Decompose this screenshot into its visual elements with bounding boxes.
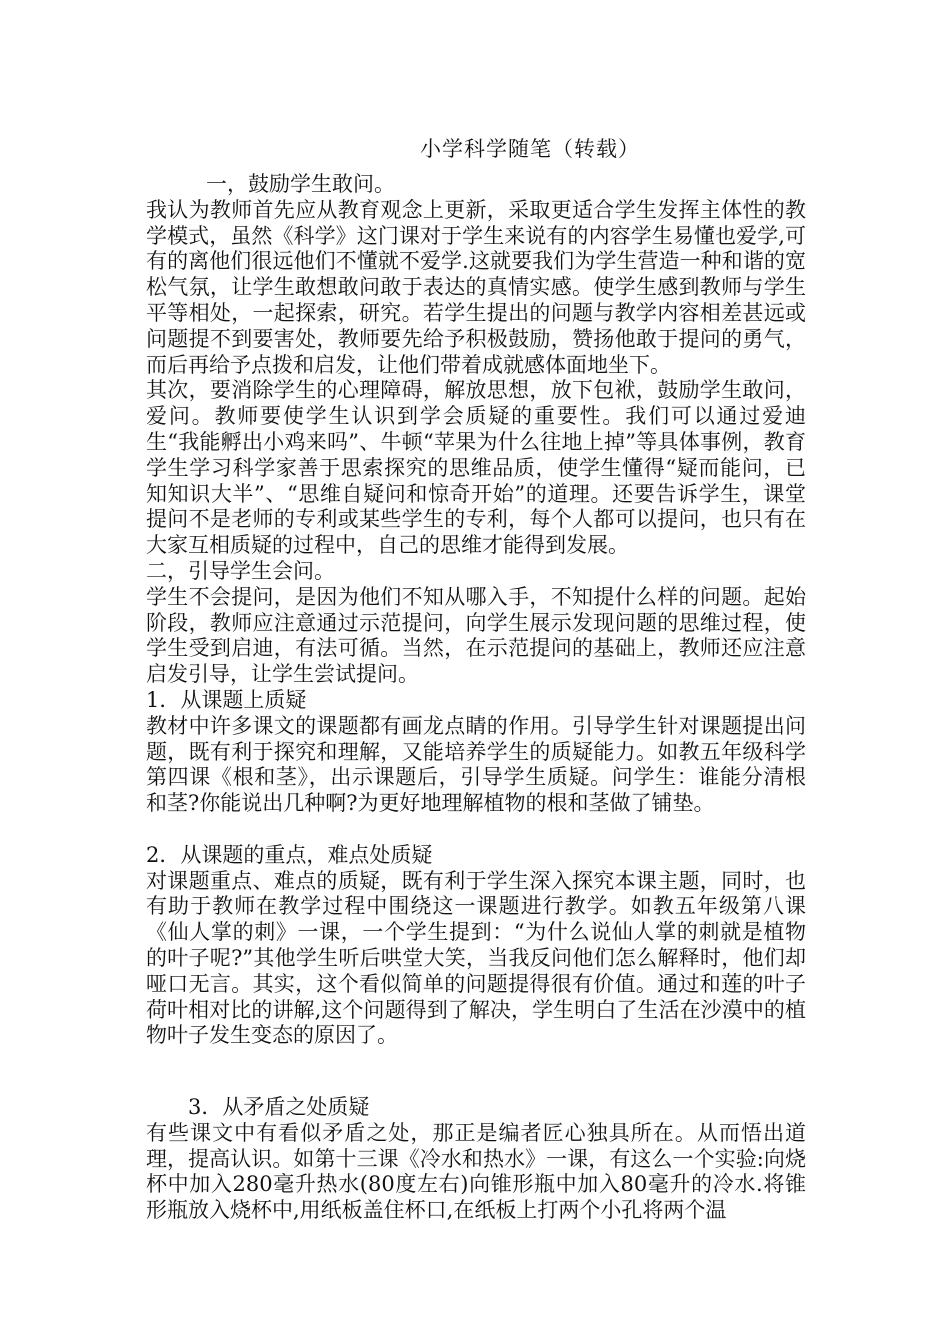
paragraph-1: 我认为教师首先应从教育观念上更新，采取更适合学生发挥主体性的教学模式，虽然《科学》这门课对于学生来说有的内容学生易懂也爱学,可有的离他们很远他们不懂就不爱学.这就要我们为学生营造一种和谐的宽松气氛，让学生敢想敢问敢于表达的真情实感。使学生感到教师与学生平等相处，一起探索，研究。若学生提出的问题与教学内容相差甚远或问题提不到要害处，教师要先给予积极鼓励，赞扬他敢于提问的勇气，而后再给予点拨和启发，让他们带着成就感体面地坐下。 <box>146 197 806 377</box>
document-body <box>146 172 806 1224</box>
blank-line <box>146 817 806 843</box>
blank-line <box>146 1049 806 1095</box>
subheading-2: 2．从课题的重点，难点处质疑 <box>146 842 433 867</box>
paragraph-3: 学生不会提问，是因为他们不知从哪入手，不知提什么样的问题。起始阶段，教师应注意通过示范提问，向学生展示发现问题的思维过程，使学生受到启迪，有法可循。当然，在示范提问的基础上，教师还应注意启发引导，让学生尝试提问。 <box>146 584 806 687</box>
paragraph-6: 有些课文中有看似矛盾之处，那正是编者匠心独具所在。从而悟出道理，提高认识。如第十三课《冷水和热水》一课，有这么一个实验:向烧杯中加入280毫升热水(80度左右)向锥形瓶中加入80毫升的冷水.将锥形瓶放入烧杯中,用纸板盖住杯口,在纸板上打两个小孔将两个温 <box>146 1120 806 1223</box>
paragraph-5: 对课题重点、难点的质疑，既有利于学生深入探究本课主题，同时，也有助于教师在教学过程中围绕这一课题进行教学。如教五年级第八课《仙人掌的刺》一课，一个学生提到：“为什么说仙人掌的刺就是植物的叶子呢?”其他学生听后哄堂大笑，当我反问他们怎么解释时，他们却哑口无言。其实，这个看似简单的问题提得很有价值。通过和莲的叶子荷叶相对比的讲解,这个问题得到了解决，学生明白了生活在沙漠中的植物叶子发生变态的原因了。 <box>146 868 806 1048</box>
section-heading-1: 一，鼓励学生敢问。 <box>206 172 395 196</box>
paragraph-2: 其次，要消除学生的心理障碍，解放思想，放下包袱，鼓励学生敢问，爱问。教师要使学生认识到学会质疑的重要性。我们可以通过爱迪生“我能孵出小鸡来吗”、牛顿“苹果为什么往地上掉”等具体事例，教育学生学习科学家善于思索探究的思维品质，使学生懂得“疑而能问，已知知识大半”、“思维自疑问和惊奇开始”的道理。还要告诉学生，课堂提问不是老师的专利或某些学生的专利，每个人都可以提问，也只有在大家互相质疑的过程中，自己的思维才能得到发展。 <box>146 378 806 558</box>
paragraph-4: 教材中许多课文的课题都有画龙点睛的作用。引导学生针对课题提出问题，既有利于探究和理解，又能培养学生的质疑能力。如教五年级科学第四课《根和茎》，出示课题后，引导学生质疑。问学生：谁能分清根和茎?你能说出几种啊?为更好地理解植物的根和茎做了铺垫。 <box>146 713 806 816</box>
document-title: 小学科学随笔（转载） <box>420 137 640 161</box>
subheading-1: 1．从课题上质疑 <box>146 687 307 712</box>
subheading-3: 3．从矛盾之处质疑 <box>188 1095 370 1120</box>
section-heading-2: 二，引导学生会问。 <box>146 558 335 583</box>
